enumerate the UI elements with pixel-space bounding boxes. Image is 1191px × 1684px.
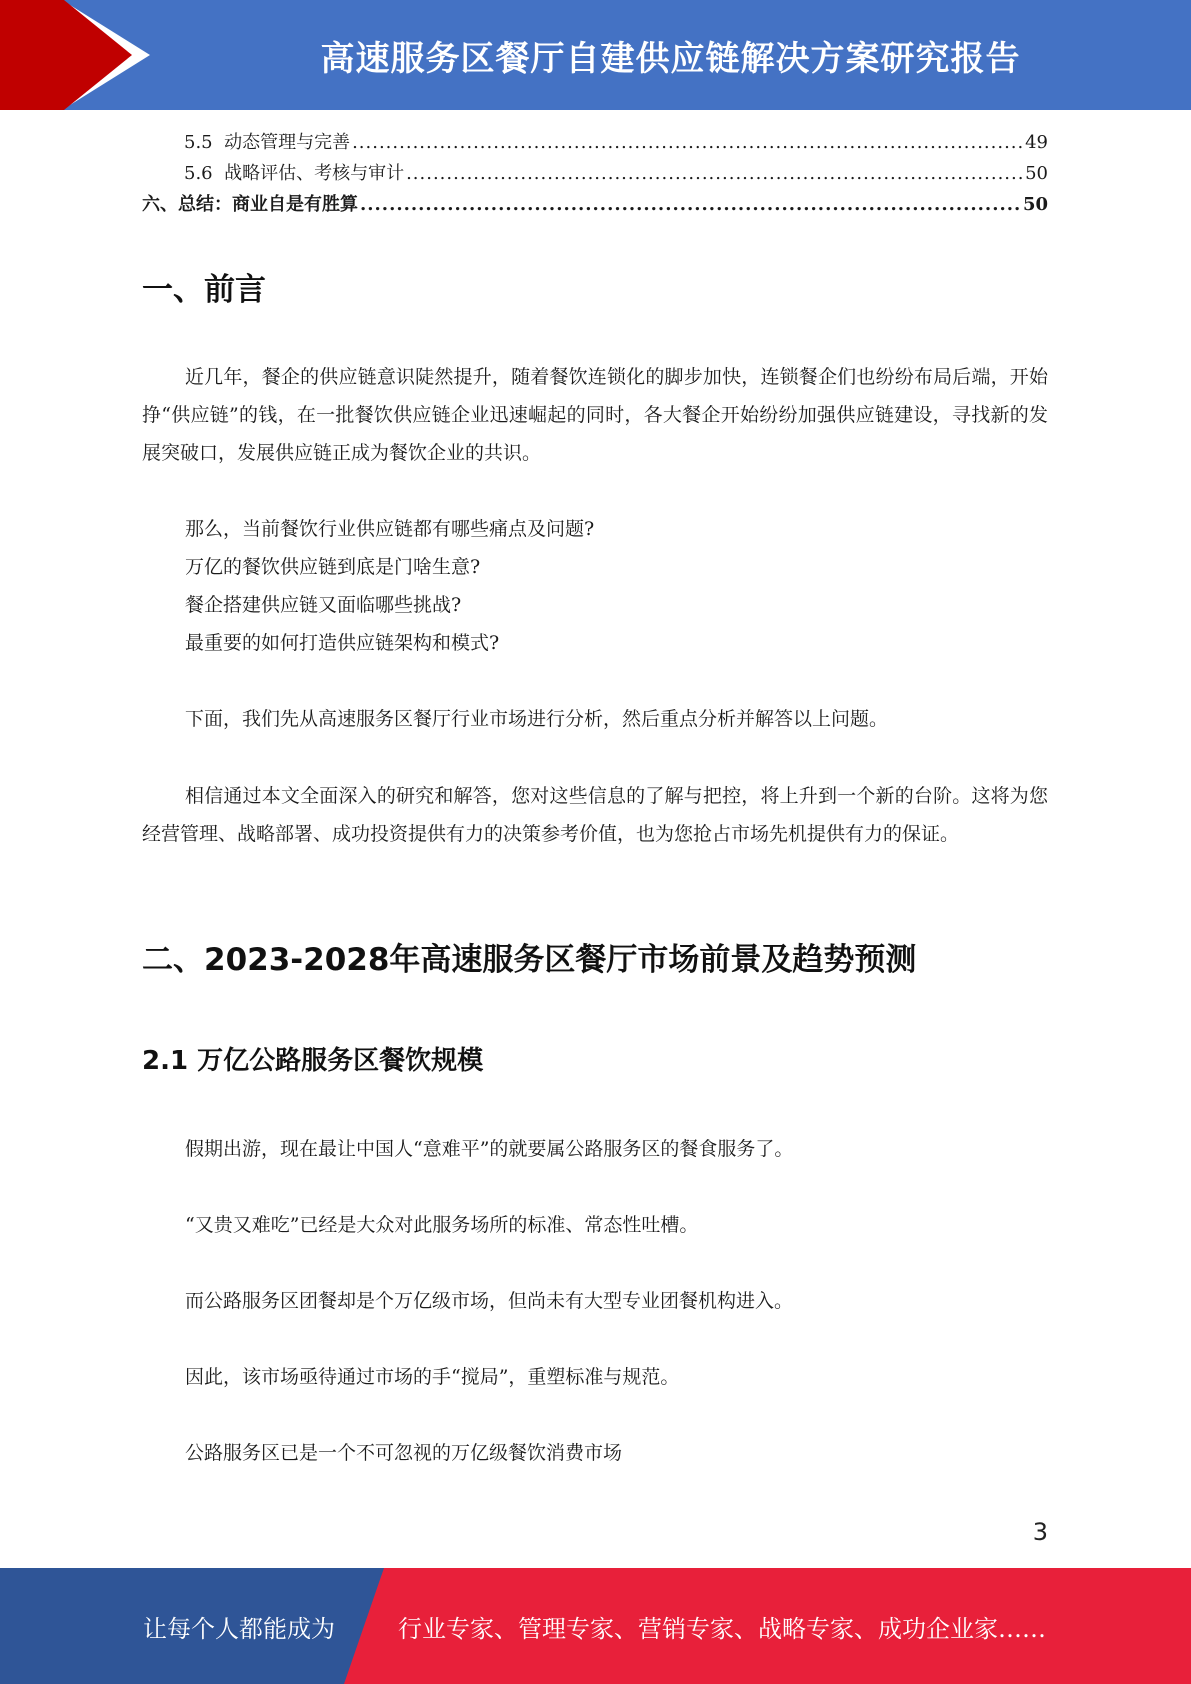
- header-chevron-graphic: [0, 0, 160, 110]
- toc-entry-page: 49: [1025, 132, 1048, 153]
- page-number: 3: [1032, 1518, 1048, 1546]
- toc-entry-page: 50: [1025, 163, 1048, 184]
- toc-leader-dots: [352, 132, 1023, 153]
- question-line: 那么，当前餐饮行业供应链都有哪些痛点及问题?: [185, 518, 595, 540]
- toc-entry-title: 动态管理与完善: [224, 132, 351, 153]
- footer-slogan-right: 行业专家、管理专家、营销专家、战略专家、成功企业家……: [398, 1614, 1046, 1643]
- toc-leader-dots: [360, 194, 1021, 215]
- body-line: 假期出游，现在最让中国人“意难平”的就要属公路服务区的餐食服务了。: [185, 1138, 794, 1160]
- toc-entry[interactable]: [142, 190, 1048, 221]
- body-line: 而公路服务区团餐却是个万亿级市场，但尚未有大型专业团餐机构进入。: [185, 1290, 794, 1312]
- footer-slogan-left: 让每个人都能成为: [143, 1614, 335, 1643]
- section-heading: 一、前言: [142, 272, 266, 308]
- body-line: 因此，该市场亟待通过市场的手“搅局”，重塑标准与规范。: [185, 1366, 680, 1388]
- body-paragraph: 相信通过本文全面深入的研究和解答，您对这些信息的了解与把控，将上升到一个新的台阶。这将为您经营管理、战略部署、成功投资提供有力的决策参考价值，也为您抢占市场先机提供有力的保证。: [142, 785, 1048, 845]
- body-line: “又贵又难吃”已经是大众对此服务场所的标准、常态性吐槽。: [185, 1214, 699, 1236]
- body-paragraph: 近几年，餐企的供应链意识陡然提升，随着餐饮连锁化的脚步加快，连锁餐企们也纷纷布局后端，开始挣“供应链”的钱，在一批餐饮供应链企业迅速崛起的同时，各大餐企开始纷纷加强供应链建设，寻找新的发展突破口，发展供应链正成为餐饮企业的共识。: [142, 366, 1048, 464]
- body-paragraph: 下面，我们先从高速服务区餐厅行业市场进行分析，然后重点分析并解答以上问题。: [185, 708, 889, 730]
- question-line: 万亿的餐饮供应链到底是门啥生意?: [185, 556, 481, 578]
- toc-leader-dots: [406, 163, 1023, 184]
- page-footer: [0, 1568, 1191, 1684]
- toc-entry[interactable]: [142, 159, 1048, 190]
- toc-entry-number: 5.6: [184, 163, 225, 184]
- body-line: 公路服务区已是一个不可忽视的万亿级餐饮消费市场: [185, 1442, 623, 1464]
- section-heading: 二、2023-2028年高速服务区餐厅市场前景及趋势预测: [142, 942, 917, 978]
- page-header: [0, 0, 1191, 110]
- question-line: 最重要的如何打造供应链架构和模式?: [185, 632, 500, 654]
- report-title: 高速服务区餐厅自建供应链解决方案研究报告: [320, 38, 1021, 79]
- toc-entry-number: 5.5: [184, 132, 225, 153]
- table-of-contents: [142, 128, 1048, 221]
- question-line: 餐企搭建供应链又面临哪些挑战?: [185, 594, 462, 616]
- toc-entry-title: 战略评估、考核与审计: [224, 163, 405, 184]
- toc-entry-title: 六、总结：商业自是有胜算: [142, 194, 358, 215]
- toc-entry[interactable]: [142, 128, 1048, 159]
- toc-entry-page: 50: [1022, 194, 1048, 215]
- subsection-heading: 2.1 万亿公路服务区餐饮规模: [142, 1046, 484, 1076]
